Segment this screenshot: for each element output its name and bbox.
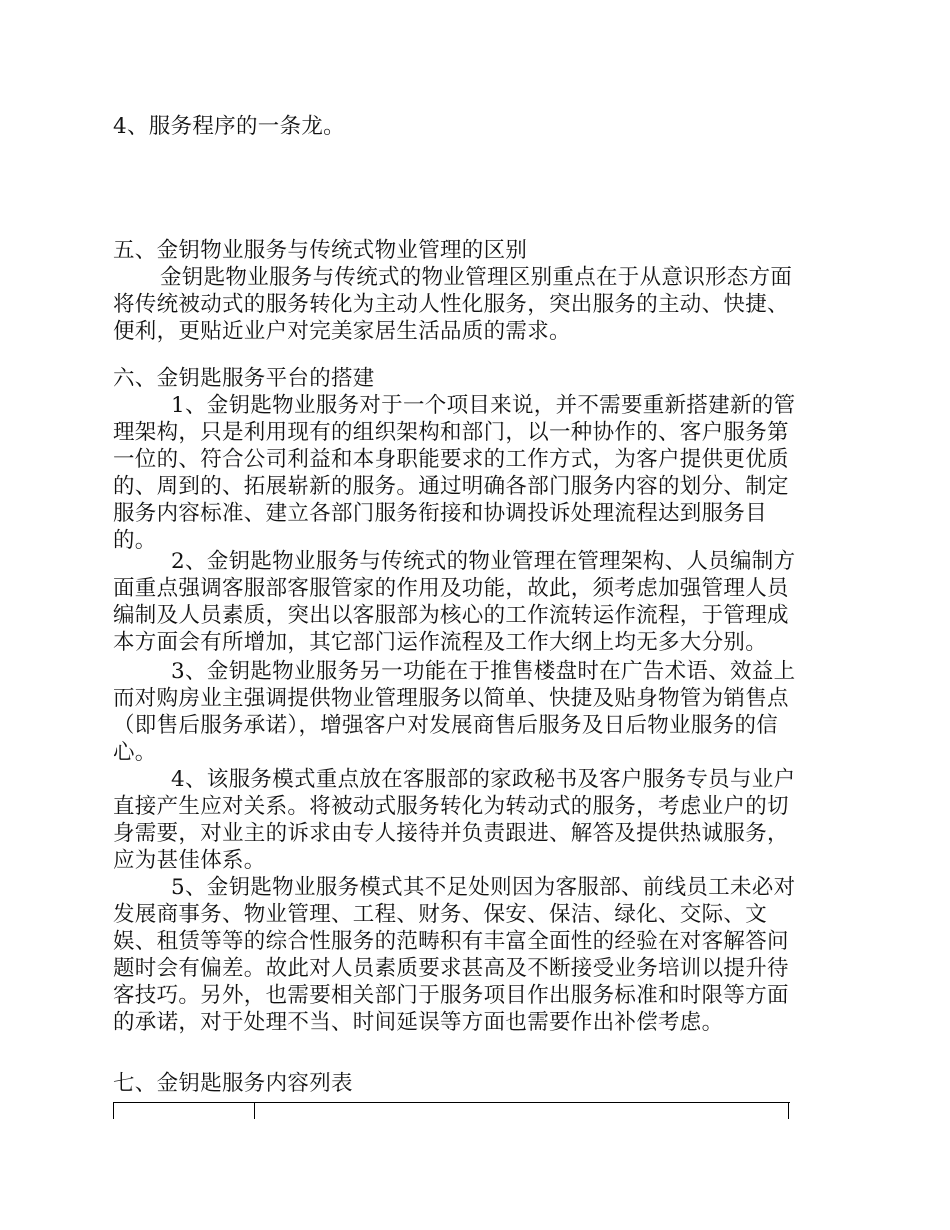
- paragraph-line: 客技巧。另外，也需要相关部门于服务项目作出服务标准和时限等方面: [113, 983, 789, 1008]
- paragraph-line: 直接产生应对关系。将被动式服务转化为转动式的服务，考虑业户的切: [113, 794, 789, 819]
- paragraph-line: 理架构，只是利用现有的组织架构和部门，以一种协作的、客户服务第: [113, 420, 789, 445]
- service-content-table: [113, 1102, 790, 1119]
- section-5-line: 便利，更贴近业户对完美家居生活品质的需求。: [113, 319, 571, 344]
- paragraph-line: 题时会有偏差。故此对人员素质要求甚高及不断接受业务培训以提升待: [113, 956, 789, 981]
- section-6-heading: 六、金钥匙服务平台的搭建: [113, 366, 375, 391]
- paragraph-line: 发展商事务、物业管理、工程、财务、保安、保洁、绿化、交际、文: [113, 902, 768, 927]
- paragraph-line: 的、周到的、拓展崭新的服务。通过明确各部门服务内容的划分、制定: [113, 474, 789, 499]
- table-border-left: [113, 1103, 114, 1119]
- table-column-divider: [254, 1103, 255, 1119]
- section-7-heading: 七、金钥匙服务内容列表: [113, 1071, 353, 1096]
- paragraph-line: 娱、租赁等等的综合性服务的范畴积有丰富全面性的经验在对客解答问: [113, 929, 789, 954]
- section-5-line: 金钥匙物业服务与传统式的物业管理区别重点在于从意识形态方面: [160, 265, 793, 290]
- paragraph-line: 1、金钥匙物业服务对于一个项目来说，并不需要重新搭建新的管: [171, 393, 796, 418]
- paragraph-line: 应为甚佳体系。: [113, 848, 266, 873]
- paragraph-line: 的承诺，对于处理不当、时间延误等方面也需要作出补偿考虑。: [113, 1010, 724, 1035]
- paragraph-line: 身需要，对业主的诉求由专人接待并负责跟进、解答及提供热诚服务，: [113, 821, 789, 846]
- paragraph-line: 2、金钥匙物业服务与传统式的物业管理在管理架构、人员编制方: [171, 549, 796, 574]
- paragraph-line: （即售后服务承诺），增强客户对发展商售后服务及日后物业服务的信: [113, 713, 779, 738]
- paragraph-line: 4、该服务模式重点放在客服部的家政秘书及客户服务专员与业户: [171, 767, 796, 792]
- paragraph-line: 心。: [113, 740, 157, 765]
- paragraph-line: 3、金钥匙物业服务另一功能在于推售楼盘时在广告术语、效益上: [171, 659, 796, 684]
- paragraph-line: 面重点强调客服部客服管家的作用及功能，故此，须考虑加强管理人员: [113, 576, 789, 601]
- table-border-right: [788, 1103, 789, 1119]
- list-item-4: 4、服务程序的一条龙。: [113, 114, 345, 139]
- section-5-line: 将传统被动式的服务转化为主动人性化服务，突出服务的主动、快捷、: [113, 292, 789, 317]
- paragraph-line: 编制及人员素质，突出以客服部为核心的工作流转运作流程，于管理成: [113, 603, 789, 628]
- paragraph-line: 服务内容标准、建立各部门服务衔接和协调投诉处理流程达到服务目: [113, 501, 768, 526]
- paragraph-line: 5、金钥匙物业服务模式其不足处则因为客服部、前线员工未必对: [171, 875, 796, 900]
- paragraph-line: 一位的、符合公司利益和本身职能要求的工作方式，为客户提供更优质: [113, 447, 789, 472]
- section-5-heading: 五、金钥物业服务与传统式物业管理的区别: [113, 238, 528, 263]
- paragraph-line: 的。: [113, 528, 157, 553]
- paragraph-line: 本方面会有所增加，其它部门运作流程及工作大纲上均无多大分别。: [113, 630, 768, 655]
- paragraph-line: 而对购房业主强调提供物业管理服务以简单、快捷及贴身物管为销售点: [113, 686, 789, 711]
